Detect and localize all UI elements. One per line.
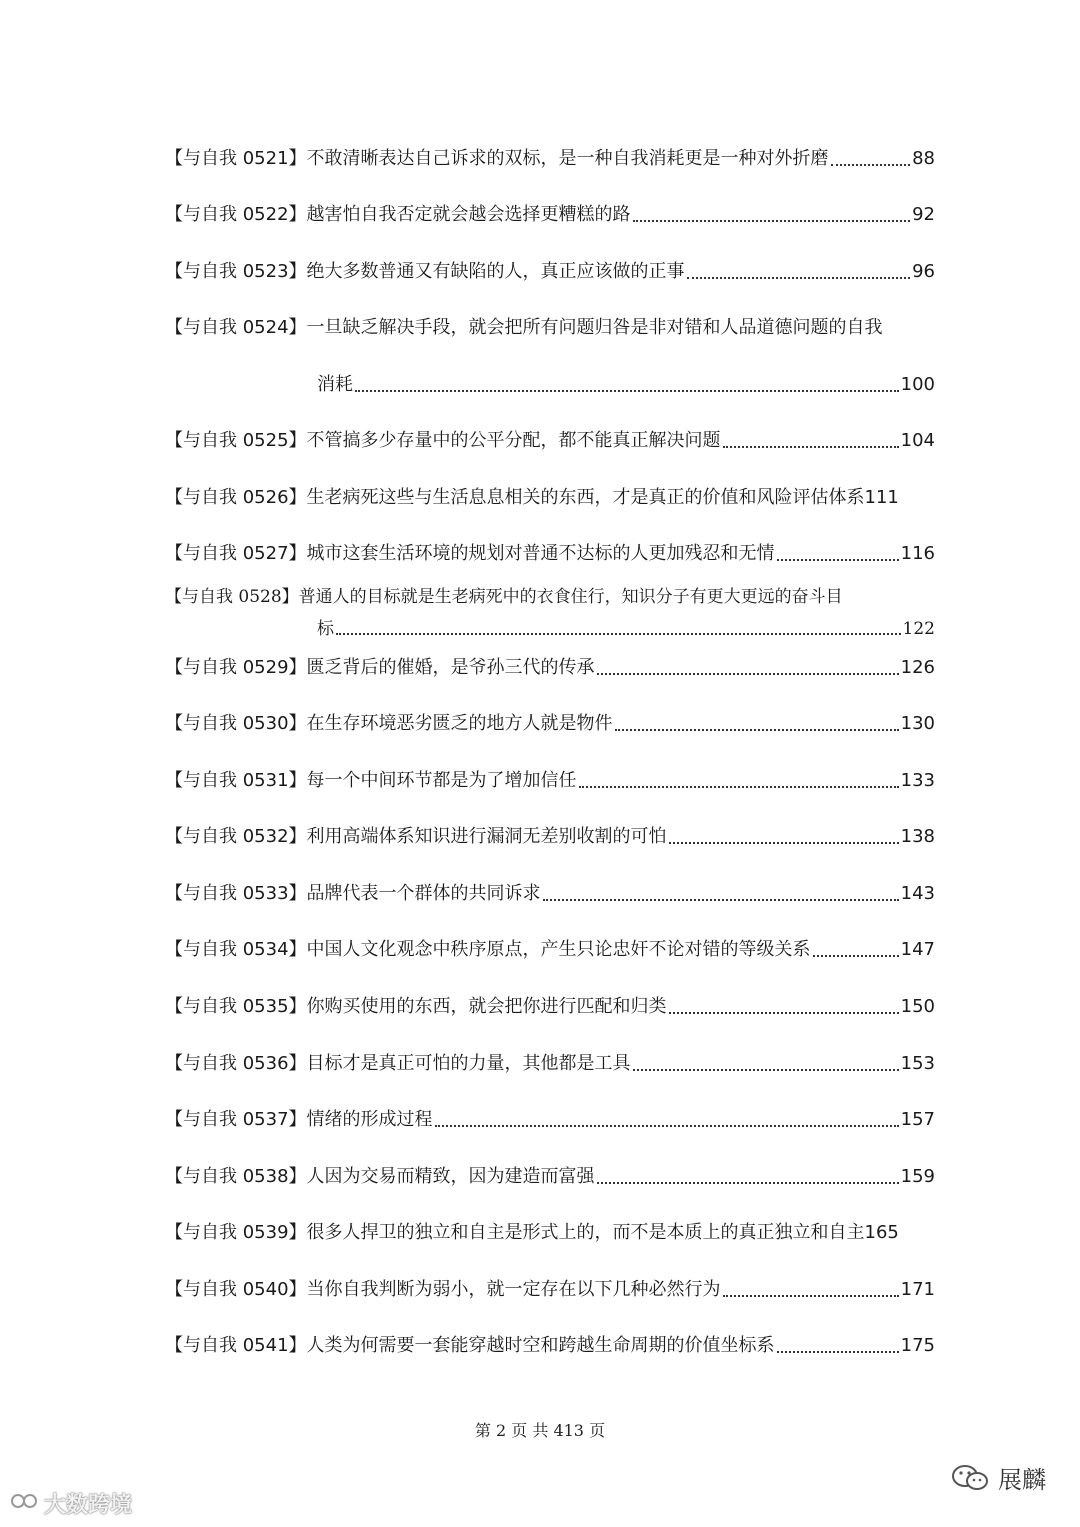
entry-key: 【与自我 0528】 [165, 587, 299, 607]
entry-page-number: 116 [900, 543, 935, 564]
toc-entry-0540[interactable] [165, 1278, 935, 1302]
entry-page-number: 104 [900, 430, 935, 451]
toc-entry-0522[interactable] [165, 203, 935, 227]
entry-title-continued: 消耗 [317, 374, 353, 395]
entry-key: 【与自我 0523】 [165, 261, 307, 282]
entry-page-number: 122 [902, 619, 935, 639]
entry-page-number: 171 [900, 1279, 935, 1300]
toc-entry-0534[interactable] [165, 938, 935, 962]
entry-key: 【与自我 0526】 [165, 487, 307, 508]
entry-page-number: 138 [900, 826, 935, 847]
dot-leader [615, 729, 899, 731]
toc-entry-0537[interactable] [165, 1108, 935, 1132]
toc-entry-0521[interactable] [165, 147, 935, 171]
entry-title: 在生存环境恶劣匮乏的地方人就是物件 [306, 713, 613, 734]
entry-key: 【与自我 0541】 [165, 1335, 307, 1356]
dot-leader [723, 446, 899, 448]
entry-title: 中国人文化观念中秩序原点，产生只论忠奸不论对错的等级关系 [306, 939, 811, 960]
dot-leader [597, 673, 899, 675]
toc-entry-0535[interactable] [165, 995, 935, 1019]
toc-entry-0525[interactable] [165, 429, 935, 453]
entry-page-number: 157 [900, 1109, 935, 1130]
entry-title: 当你自我判断为弱小，就一定存在以下几种必然行为 [306, 1279, 721, 1300]
entry-page-number: 159 [900, 1166, 935, 1187]
toc-entry-0538[interactable] [165, 1165, 935, 1189]
entry-page-number: 96 [912, 261, 935, 282]
entry-key: 【与自我 0540】 [165, 1279, 307, 1300]
watermark-right-text: 展麟 [998, 1466, 1046, 1494]
entry-title: 一旦缺乏解决手段，就会把所有问题归咎是非对错和人品道德问题的自我 [306, 317, 883, 338]
entry-page-number: 100 [900, 374, 935, 395]
dot-leader [687, 277, 911, 279]
toc-entry-0532[interactable] [165, 825, 935, 849]
entry-title: 人类为何需要一套能穿越时空和跨越生命周期的价值坐标系 [306, 1335, 775, 1356]
dot-leader [777, 559, 899, 561]
entry-title: 你购买使用的东西，就会把你进行匹配和归类 [306, 996, 667, 1017]
toc-entry-0539[interactable] [165, 1221, 935, 1245]
entry-title: 越害怕自我否定就会越会选择更糟糕的路 [306, 204, 631, 225]
entry-page-number: 130 [900, 713, 935, 734]
entry-page-number: 150 [900, 996, 935, 1017]
entry-title-continued: 标 [317, 619, 334, 639]
toc-entry-0533[interactable] [165, 882, 935, 906]
entry-title: 每一个中间环节都是为了增加信任 [306, 770, 577, 791]
entry-page-number: 92 [912, 204, 935, 225]
entry-key: 【与自我 0535】 [165, 996, 307, 1017]
dot-leader [435, 1125, 899, 1127]
toc-entry-0531[interactable] [165, 769, 935, 793]
toc-entry-0528[interactable] [165, 586, 935, 640]
entry-key: 【与自我 0529】 [165, 657, 307, 678]
toc-entry-0529[interactable] [165, 656, 935, 680]
dot-leader [777, 1351, 899, 1353]
dot-leader [633, 1069, 899, 1071]
entry-key: 【与自我 0530】 [165, 713, 307, 734]
entry-key: 【与自我 0532】 [165, 826, 307, 847]
entry-key: 【与自我 0521】 [165, 148, 307, 169]
entry-title: 利用高端体系知识进行漏洞无差别收割的可怕 [306, 826, 667, 847]
entry-title: 目标才是真正可怕的力量，其他都是工具 [306, 1053, 631, 1074]
entry-page-number: 147 [900, 939, 935, 960]
entry-page-number: 126 [900, 657, 935, 678]
dot-leader [579, 786, 899, 788]
entry-page-number: 133 [900, 770, 935, 791]
watermark-logo-icon [10, 1490, 40, 1518]
toc-entry-0526[interactable] [165, 486, 935, 510]
entry-title: 不管搞多少存量中的公平分配，都不能真正解决问题 [306, 430, 721, 451]
toc-entry-0536[interactable] [165, 1052, 935, 1076]
dot-leader [597, 1182, 899, 1184]
entry-key: 【与自我 0533】 [165, 883, 307, 904]
entry-page-number: 111 [864, 487, 899, 508]
entry-title: 绝大多数普通又有缺陷的人，真正应该做的正事 [306, 261, 685, 282]
entry-key: 【与自我 0536】 [165, 1053, 307, 1074]
dot-leader [669, 842, 899, 844]
dot-leader [669, 1012, 899, 1014]
entry-title: 生老病死这些与生活息息相关的东西，才是真正的价值和风险评估体系 [306, 487, 865, 508]
entry-key: 【与自我 0539】 [165, 1222, 307, 1243]
entry-page-number: 88 [912, 148, 935, 169]
entry-key: 【与自我 0531】 [165, 770, 307, 791]
toc-entry-0541[interactable] [165, 1334, 935, 1358]
wechat-icon [950, 1463, 990, 1493]
dot-leader [633, 220, 911, 222]
entry-title: 品牌代表一个群体的共同诉求 [306, 883, 541, 904]
entry-key: 【与自我 0524】 [165, 317, 307, 338]
toc-entry-0527[interactable] [165, 542, 935, 566]
dot-leader [355, 390, 899, 392]
entry-key: 【与自我 0538】 [165, 1166, 307, 1187]
page-footer: 第 2 页 共 413 页 [474, 1421, 606, 1440]
entry-page-number: 153 [900, 1053, 935, 1074]
entry-page-number: 175 [900, 1335, 935, 1356]
entry-page-number: 143 [900, 883, 935, 904]
entry-key: 【与自我 0525】 [165, 430, 307, 451]
dot-leader [723, 1295, 899, 1297]
entry-title: 城市这套生活环境的规划对普通不达标的人更加残忍和无情 [306, 543, 775, 564]
dot-leader [336, 633, 901, 635]
entry-key: 【与自我 0537】 [165, 1109, 307, 1130]
watermark-left [10, 1488, 132, 1519]
toc-entry-0524[interactable] [165, 316, 935, 397]
dot-leader [543, 899, 899, 901]
toc-entry-0523[interactable] [165, 260, 935, 284]
entry-key: 【与自我 0527】 [165, 543, 307, 564]
entry-key: 【与自我 0522】 [165, 204, 307, 225]
entry-title: 匮乏背后的催婚，是爷孙三代的传承 [306, 657, 595, 678]
watermark-right [950, 1460, 1046, 1495]
entry-title: 人因为交易而精致，因为建造而富强 [306, 1166, 595, 1187]
entry-title: 普通人的目标就是生老病死中的衣食住行，知识分子有更大更远的奋斗目 [298, 587, 843, 607]
entry-page-number: 165 [864, 1222, 899, 1243]
entry-title: 情绪的形成过程 [306, 1109, 433, 1130]
watermark-left-text: 大数跨境 [44, 1493, 133, 1518]
entry-key: 【与自我 0534】 [165, 939, 307, 960]
entry-title: 很多人捍卫的独立和自主是形式上的，而不是本质上的真正独立和自主 [306, 1222, 865, 1243]
entry-title: 不敢清晰表达自己诉求的双标，是一种自我消耗更是一种对外折磨 [306, 148, 829, 169]
dot-leader [831, 164, 911, 166]
dot-leader [813, 955, 899, 957]
toc-entry-0530[interactable] [165, 712, 935, 736]
